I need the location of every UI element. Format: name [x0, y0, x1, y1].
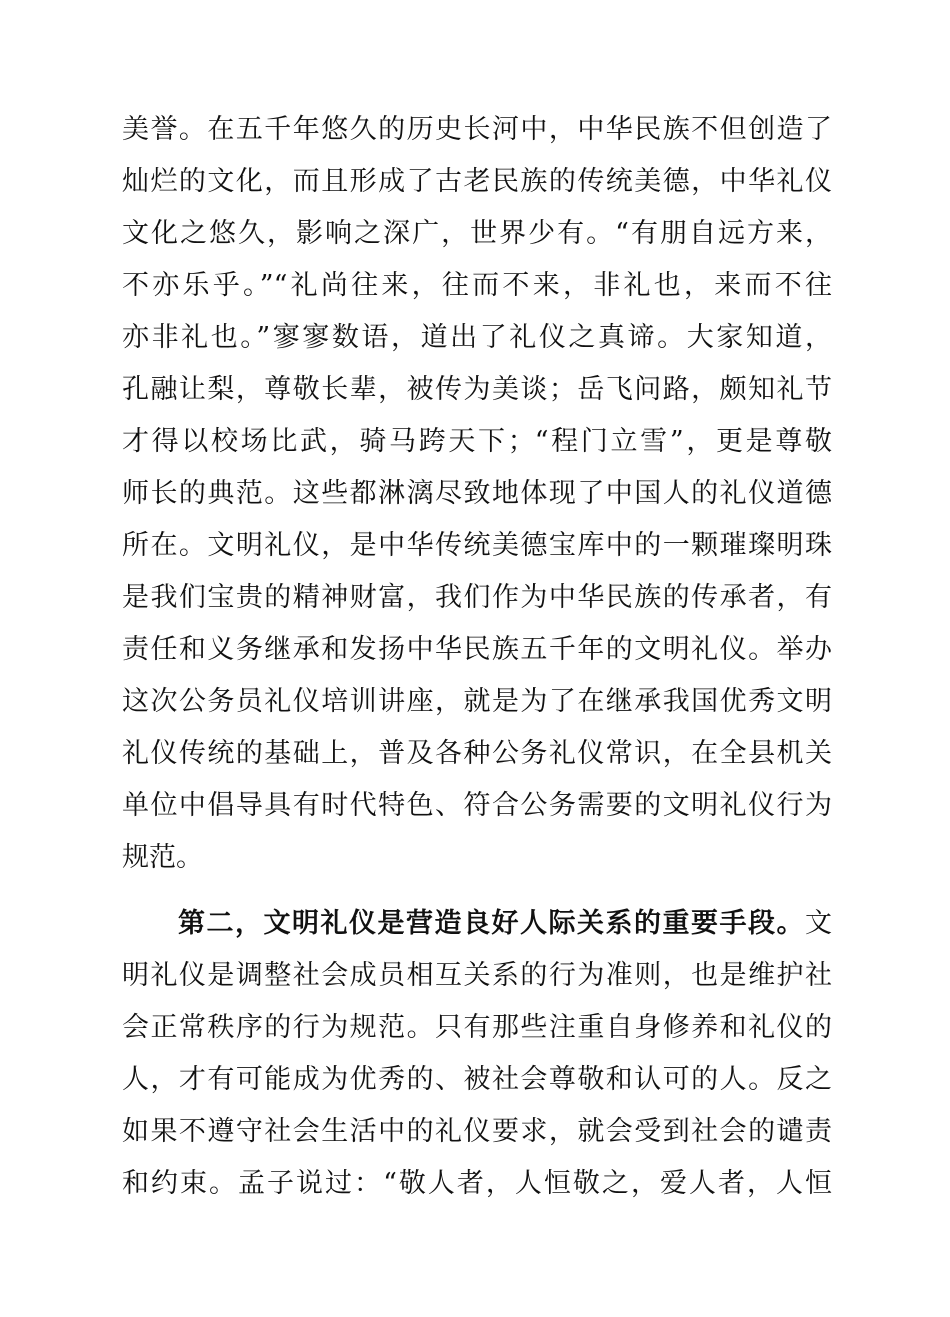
- text-line: 人，才有可能成为优秀的、被社会尊敬和认可的人。反之: [122, 1064, 832, 1095]
- document-body: [122, 104, 832, 1210]
- text-line: 孔融让梨，尊敬长辈，被传为美谈；岳飞问路，颇知礼节: [122, 374, 832, 405]
- text-line-first: [122, 898, 832, 950]
- text-line: 是我们宝贵的精神财富，我们作为中华民族的传承者，有: [122, 582, 832, 613]
- text-line: 明礼仪是调整社会成员相互关系的行为准则，也是维护社: [122, 960, 832, 991]
- text-line: 文化之悠久，影响之深广，世界少有。“有朋自远方来，: [122, 218, 832, 249]
- text-line: 礼仪传统的基础上，普及各种公务礼仪常识，在全县机关: [122, 738, 832, 769]
- text-line: 如果不遵守社会生活中的礼仪要求，就会受到社会的谴责: [122, 1116, 832, 1147]
- text-line: 不亦乐乎。”“礼尚往来，往而不来，非礼也，来而不往: [122, 270, 832, 301]
- text-line: 责任和义务继承和发扬中华民族五千年的文明礼仪。举办: [122, 634, 832, 665]
- text-line: 会正常秩序的行为规范。只有那些注重自身修养和礼仪的: [122, 1012, 832, 1043]
- paragraph-1: [122, 104, 832, 884]
- paragraph-spacing: [122, 884, 832, 898]
- text-line: 规范。: [122, 842, 203, 873]
- paragraph-2: [122, 898, 832, 1210]
- text-line: 所在。文明礼仪，是中华传统美德宝库中的一颗璀璨明珠: [122, 530, 832, 561]
- text-line: 这次公务员礼仪培训讲座，就是为了在继承我国优秀文明: [122, 686, 832, 717]
- text-line: 师长的典范。这些都淋漓尽致地体现了中国人的礼仪道德: [122, 478, 832, 509]
- text-line: 和约束。孟子说过：“敬人者，人恒敬之，爱人者，人恒: [122, 1168, 832, 1199]
- text-line: 灿烂的文化，而且形成了古老民族的传统美德，中华礼仪: [122, 166, 832, 197]
- text-line: 单位中倡导具有时代特色、符合公务需要的文明礼仪行为: [122, 790, 832, 821]
- heading-trailing-text: 文: [805, 908, 832, 939]
- text-line: 亦非礼也。”寥寥数语，道出了礼仪之真谛。大家知道，: [122, 322, 832, 353]
- section-heading: 第二，文明礼仪是营造良好人际关系的重要手段。: [178, 908, 805, 939]
- text-line: 才得以校场比武，骑马跨天下；“程门立雪”，更是尊敬: [122, 426, 832, 457]
- text-line: 美誉。在五千年悠久的历史长河中，中华民族不但创造了: [122, 114, 832, 145]
